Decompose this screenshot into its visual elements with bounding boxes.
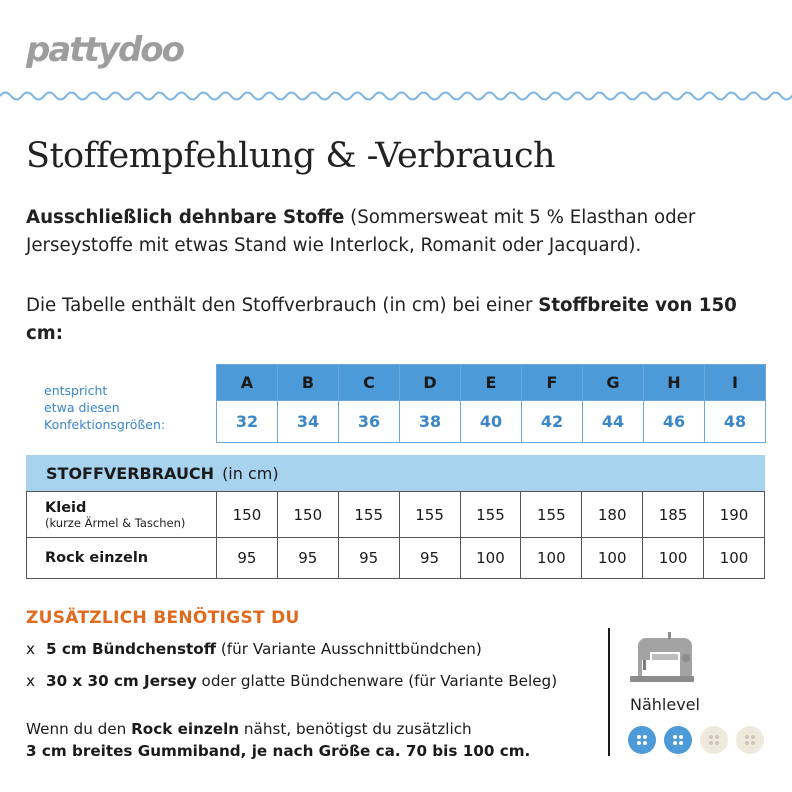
table-cell: 95 [217, 538, 278, 579]
consumption-table [26, 491, 765, 579]
note-text: Wenn du den [26, 720, 132, 738]
table-cell: 185 [643, 492, 704, 538]
size-number: 40 [461, 401, 522, 443]
button-hole [643, 741, 647, 745]
item-bold: 30 x 30 cm Jersey [46, 672, 197, 690]
size-number: 44 [583, 401, 644, 443]
button-hole [643, 735, 647, 739]
size-label-line: entspricht [44, 383, 108, 398]
button-hole [673, 735, 677, 739]
size-letter: I [705, 365, 766, 401]
table-intro [26, 292, 776, 348]
table-cell: 190 [704, 492, 765, 538]
table-cell: 95 [399, 538, 460, 579]
intro-text: (Sommersweat mit 5 % Elasthan oder Jerseystoffe mit etwas Stand wie Interlock, Romanit oder Jacquard). [26, 207, 696, 256]
table-intro-text: Die Tabelle enthält den Stoffverbrauch (in cm) bei einer [26, 295, 539, 316]
size-letter: B [278, 365, 339, 401]
table-cell: 155 [399, 492, 460, 538]
note-bold: Rock einzeln [131, 720, 240, 738]
level-button-filled-icon [628, 726, 656, 754]
table-cell: 150 [217, 492, 278, 538]
row-label-main: Rock einzeln [45, 550, 149, 566]
page-title: Stoffempfehlung & -Verbrauch [26, 136, 556, 176]
elastic-note [26, 718, 530, 762]
additional-heading: ZUSÄTZLICH BENÖTIGST DU [26, 608, 300, 628]
vertical-divider [608, 628, 610, 756]
row-label-main: Kleid [45, 499, 87, 516]
size-number: 36 [339, 401, 400, 443]
table-cell: 150 [277, 492, 338, 538]
table-cell: 155 [521, 492, 582, 538]
size-number: 32 [217, 401, 278, 443]
list-marker: x [26, 640, 35, 658]
consumption-header [26, 455, 765, 491]
table-cell: 155 [460, 492, 521, 538]
consumption-unit: (in cm) [222, 463, 279, 483]
button-hole [673, 741, 677, 745]
button-hole [745, 735, 749, 739]
level-button-filled-icon [664, 726, 692, 754]
button-hole [745, 741, 749, 745]
button-hole [637, 741, 641, 745]
size-number: 38 [400, 401, 461, 443]
size-number: 34 [278, 401, 339, 443]
size-number: 42 [522, 401, 583, 443]
level-button-empty-icon [736, 726, 764, 754]
note-text: nähst, benötigst du zusätzlich [239, 720, 472, 738]
list-item [26, 672, 557, 690]
size-letter: H [644, 365, 705, 401]
button-hole [679, 735, 683, 739]
button-hole [751, 735, 755, 739]
size-letter: C [339, 365, 400, 401]
size-letter: A [217, 365, 278, 401]
brand-logo: pattydoo [26, 30, 184, 70]
size-label [44, 382, 214, 433]
table-cell: 100 [704, 538, 765, 579]
size-letter: F [522, 365, 583, 401]
size-letter: G [583, 365, 644, 401]
size-letter: E [461, 365, 522, 401]
table-cell: 100 [582, 538, 643, 579]
item-bold: 5 cm Bündchenstoff [46, 640, 217, 658]
size-table [216, 364, 766, 443]
table-cell: 100 [643, 538, 704, 579]
table-row [27, 492, 765, 538]
table-intro-bold: Stoffbreite von 150 cm: [26, 295, 737, 344]
size-label-line: Konfektionsgrößen: [44, 417, 166, 432]
button-hole [637, 735, 641, 739]
size-numbers-row [217, 401, 766, 443]
size-letters-row [217, 365, 766, 401]
button-hole [679, 741, 683, 745]
level-indicator [628, 726, 764, 754]
item-text: oder glatte Bündchenware (für Variante Beleg) [196, 672, 558, 690]
size-number: 48 [705, 401, 766, 443]
intro-bold: Ausschließlich dehnbare Stoffe [26, 207, 345, 228]
list-marker: x [26, 672, 35, 690]
button-hole [751, 741, 755, 745]
level-label: Nählevel [630, 695, 700, 714]
note-bold: 3 cm breites Gummiband, je nach Größe ca. 70 bis 100 cm. [26, 742, 531, 760]
consumption-heading: STOFFVERBRAUCH [46, 463, 215, 483]
row-label [27, 492, 217, 538]
table-cell: 155 [338, 492, 399, 538]
wave-divider [0, 88, 792, 104]
row-label-sub: (kurze Ärmel & Taschen) [45, 515, 186, 530]
list-item [26, 640, 482, 658]
table-cell: 100 [460, 538, 521, 579]
fabric-recommendation [26, 204, 776, 260]
button-hole [709, 741, 713, 745]
table-cell: 95 [277, 538, 338, 579]
size-letter: D [400, 365, 461, 401]
table-row [27, 538, 765, 579]
button-hole [709, 735, 713, 739]
button-hole [715, 741, 719, 745]
table-cell: 180 [582, 492, 643, 538]
table-cell: 95 [338, 538, 399, 579]
size-label-line: etwa diesen [44, 400, 120, 415]
item-text: (für Variante Ausschnittbündchen) [216, 640, 482, 658]
row-label [27, 538, 217, 579]
table-cell: 100 [521, 538, 582, 579]
sewing-machine-icon [628, 630, 698, 684]
level-button-empty-icon [700, 726, 728, 754]
size-number: 46 [644, 401, 705, 443]
button-hole [715, 735, 719, 739]
